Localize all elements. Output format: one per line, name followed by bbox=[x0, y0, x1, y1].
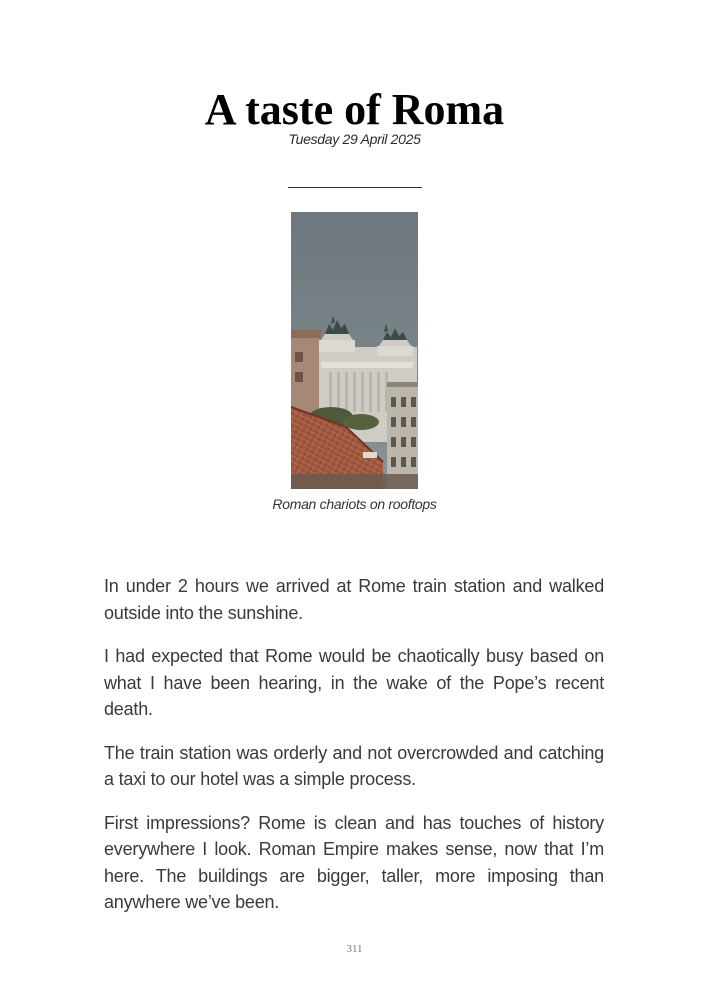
title-divider bbox=[288, 187, 422, 188]
paragraph: The train station was orderly and not overcrowded and catching a taxi to our hotel was a simple process. bbox=[104, 742, 604, 789]
paragraph: In under 2 hours we arrived at Rome train station and walked outside into the sunshine. bbox=[104, 576, 604, 623]
page-title: A taste of Roma bbox=[204, 85, 505, 134]
article-date: Tuesday 29 April 2025 bbox=[288, 131, 421, 147]
paragraph: First impressions? Rome is clean and has touches of history everywhere I look. Roman Empire makes sense, now that I’m here. The buildings are bigger, taller, more imposing than anywhere we’ve been. bbox=[104, 812, 604, 912]
article-body bbox=[104, 573, 604, 933]
rome-rooftops-photo bbox=[291, 212, 418, 489]
photo-caption: Roman chariots on rooftops bbox=[272, 496, 437, 512]
page-number: 311 bbox=[346, 943, 363, 955]
paragraph: I had expected that Rome would be chaotically busy based on what I have been hearing, in the wake of the Pope’s recent death. bbox=[104, 646, 604, 719]
